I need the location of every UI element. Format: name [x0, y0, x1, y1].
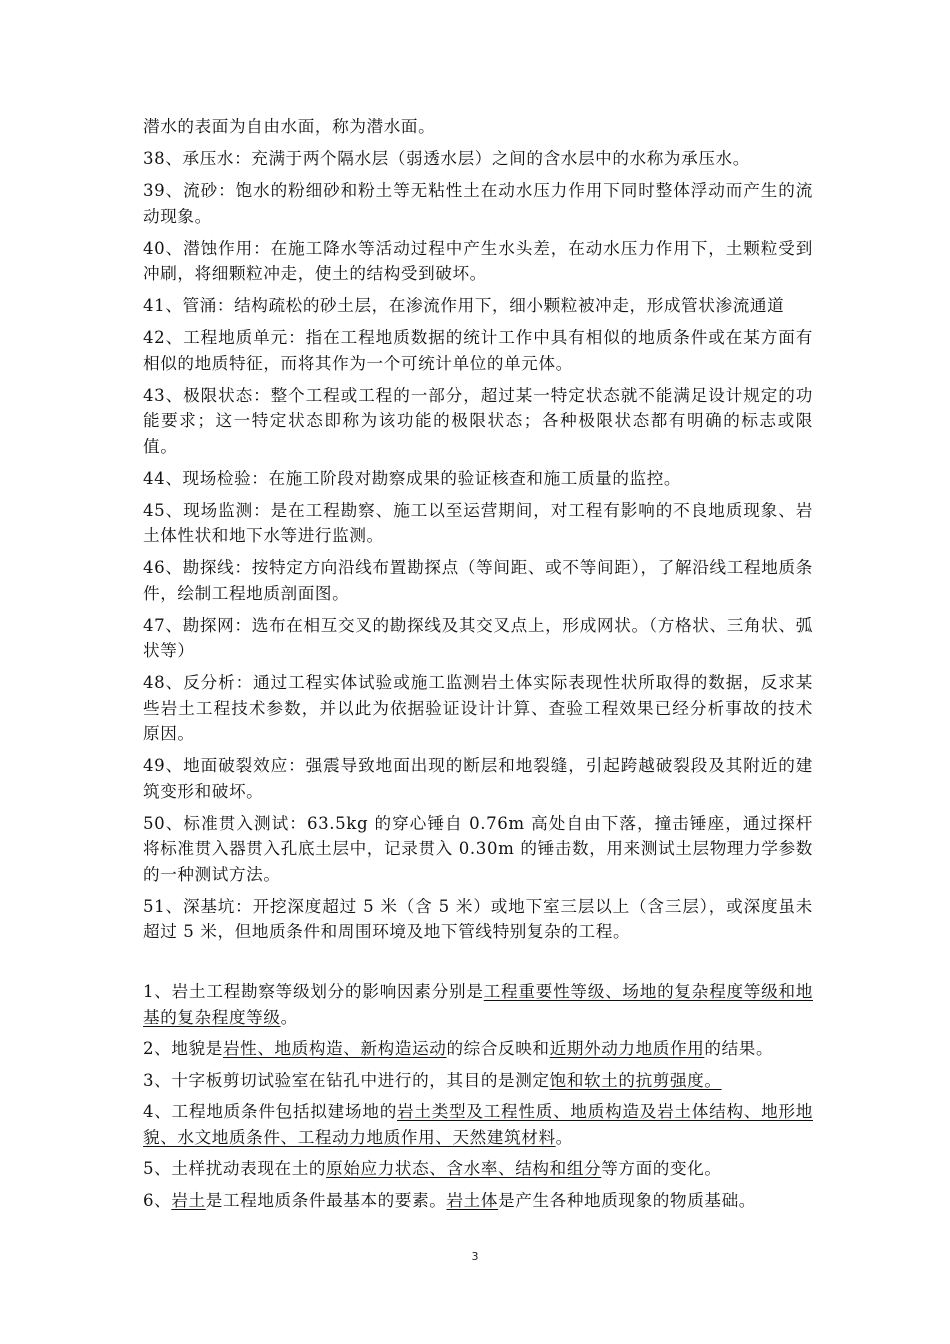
definition-paragraph: 43、极限状态：整个工程或工程的一部分，超过某一特定状态就不能满足设计规定的功能要求；这一特定状态即称为该功能的极限状态；各种极限状态都有明确的标志或限值。	[143, 385, 813, 456]
definition-paragraph: 38、承压水：充满于两个隔水层（弱透水层）之间的含水层中的水称为承压水。	[143, 149, 750, 168]
fill-blank-item	[143, 1099, 813, 1150]
definition-paragraph: 45、现场监测：是在工程勘察、施工以至运营期间，对工程有影响的不良地质现象、岩土体性状和地下水等进行监测。	[143, 500, 813, 545]
definition-paragraph: 40、潜蚀作用：在施工降水等活动过程中产生水头差，在动水压力作用下，土颗粒受到冲刷，将细颗粒冲走，使土的结构受到破坏。	[143, 238, 813, 283]
text-segment: 4、工程地质条件包括拟建场地的	[143, 1102, 398, 1121]
text-segment: 是工程地质条件最基本的要素。	[205, 1190, 447, 1210]
answer-underline: 岩土	[171, 1190, 206, 1210]
text-segment: 5、土样扰动表现在土的	[143, 1159, 327, 1178]
section-gap	[143, 951, 813, 979]
text-segment: 1、岩土工程勘察等级划分的影响因素分别是	[143, 982, 484, 1001]
definition-paragraph: 41、管涌：结构疏松的砂土层，在渗流作用下，细小颗粒被冲走，形成管状渗流通道	[143, 296, 785, 315]
text-segment: 。	[280, 1007, 298, 1027]
definition-paragraph: 51、深基坑：开挖深度超过 5 米（含 5 米）或地下室三层以上（含三层），或深度虽未超过 5 米，但地质条件和周围环境及地下管线特别复杂的工程。	[143, 896, 813, 941]
definition-paragraph: 50、标准贯入测试：63.5kg 的穿心锤自 0.76m 高处自由下落，撞击锤座，通过探杆将标准贯入器贯入孔底土层中，记录贯入 0.30m 的锤击数，用来测试土层物理力学参数的一种测试方法。	[143, 813, 813, 884]
definition-paragraph: 49、地面破裂效应：强震导致地面出现的断层和地裂缝，引起跨越破裂段及其附近的建筑变形和破坏。	[143, 756, 813, 801]
definition-paragraph: 48、反分析：通过工程实体试验或施工监测岩土体实际表现性状所取得的数据，反求某些岩土工程技术参数，并以此为依据验证设计计算、查验工程效果已经分析事故的技术原因。	[143, 673, 813, 743]
text-segment: 等方面的变化。	[601, 1159, 722, 1178]
answer-underline: 饱和软土的抗剪强度。	[549, 1070, 722, 1090]
answer-underline: 工程重要性等级、场地的复杂程度等级和地基的复杂程度等级	[143, 982, 813, 1027]
fill-blank-item	[143, 1188, 813, 1214]
fill-blank-item	[143, 1068, 813, 1094]
definition-paragraph: 潜水的表面为自由水面，称为潜水面。	[143, 117, 436, 136]
definition-paragraph: 42、工程地质单元：指在工程地质数据的统计工作中具有相似的地质条件或在某方面有相似的地质特征，而将其作为一个可统计单位的单元体。	[143, 328, 813, 373]
answer-underline: 岩土体	[446, 1190, 499, 1210]
text-segment: 的综合反映和	[446, 1039, 550, 1058]
definition-paragraph: 47、勘探网：选布在相互交叉的勘探线及其交叉点上，形成网状。（方格状、三角状、弧状等）	[143, 615, 813, 660]
definition-paragraph: 39、流砂：饱水的粉细砂和粉土等无粘性土在动水压力作用下同时整体浮动而产生的流动现象。	[143, 181, 813, 226]
page-content	[143, 114, 813, 1219]
answer-underline: 近期外动力地质作用	[549, 1039, 705, 1058]
fill-blank-item	[143, 1036, 813, 1062]
page-number: 3	[471, 1250, 479, 1263]
definition-paragraph: 44、现场检验：在施工阶段对勘察成果的验证核查和施工质量的监控。	[143, 468, 682, 488]
text-segment: 3、十字板剪切试验室在钻孔中进行的，其目的是测定	[143, 1070, 550, 1090]
definitions-section	[143, 114, 813, 945]
text-segment: 是产生各种地质现象的物质基础。	[498, 1190, 756, 1210]
definition-paragraph: 46、勘探线：按特定方向沿线布置勘探点（等间距、或不等间距），了解沿线工程地质条件，绘制工程地质剖面图。	[143, 558, 813, 603]
fill-blank-item	[143, 1156, 813, 1182]
text-segment: 2、地貌是	[143, 1039, 223, 1058]
answer-underline: 岩土类型及工程性质、地质构造及岩土体结构、地形地貌、水文地质条件、工程动力地质作用、天然建筑材料	[143, 1102, 813, 1147]
fill-blank-section	[143, 979, 813, 1213]
text-segment: 6、	[143, 1190, 172, 1210]
text-segment: 的结果。	[704, 1039, 774, 1058]
text-segment: 。	[555, 1127, 573, 1147]
answer-underline: 原始应力状态、含水率、结构和组分	[326, 1159, 602, 1178]
answer-underline: 岩性、地质构造、新构造运动	[222, 1039, 447, 1058]
fill-blank-item	[143, 979, 813, 1030]
